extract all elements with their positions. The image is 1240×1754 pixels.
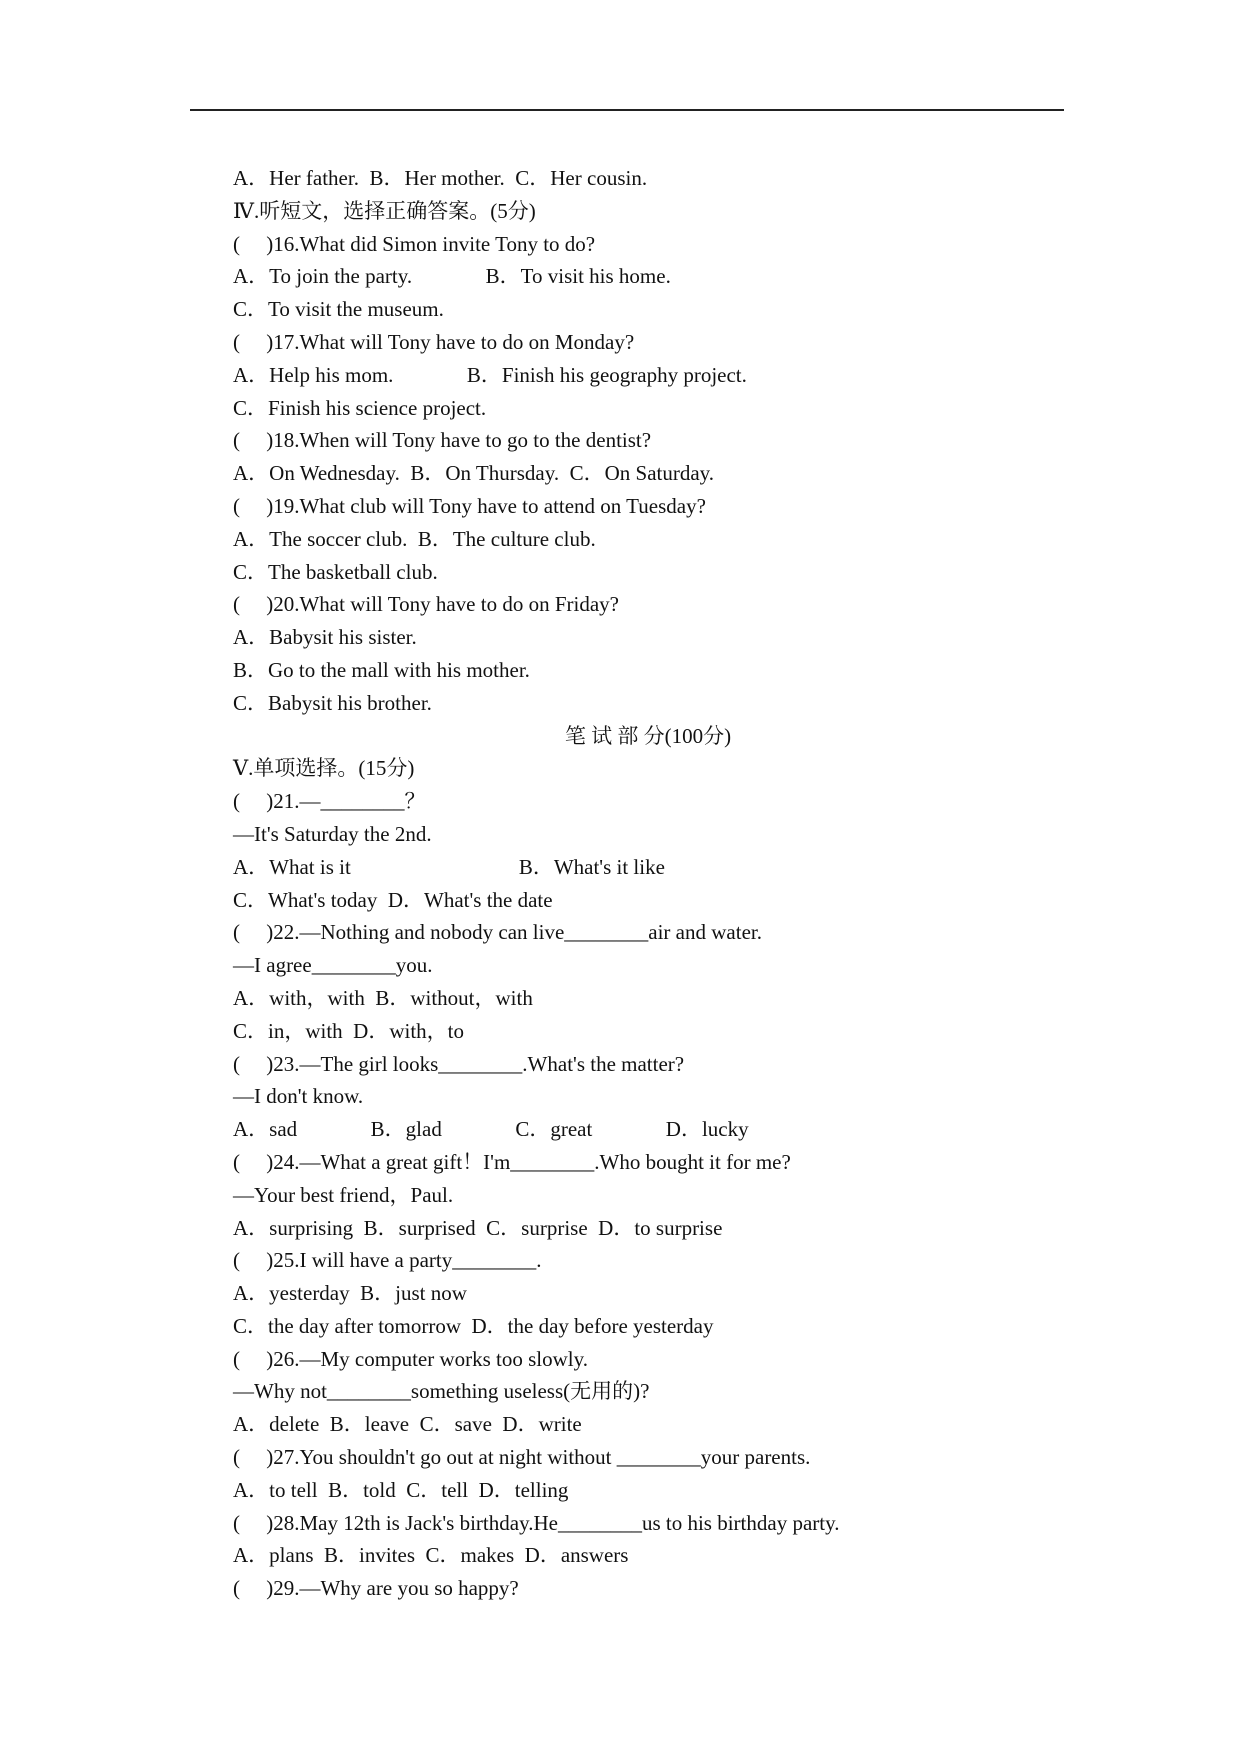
q19-option-c: C．The basketball club. xyxy=(233,559,438,584)
q25-options-ab: A．yesterday B．just now xyxy=(233,1281,467,1306)
q26-reply: —Why not________something useless(无用的)? xyxy=(233,1379,650,1404)
q27-question: ( )27.You shouldn't go out at night without ________your parents. xyxy=(233,1445,811,1470)
q19-options-ab: A．The soccer club. B．The culture club. xyxy=(233,526,596,551)
q19-question: ( )19.What club will Tony have to attend on Tuesday? xyxy=(233,493,706,518)
q28-question: ( )28.May 12th is Jack's birthday.He________us to his birthday party. xyxy=(233,1510,840,1535)
q23-reply: —I don't know. xyxy=(233,1084,364,1109)
q20-option-b: B．Go to the mall with his mother. xyxy=(233,657,530,682)
q27-options: A．to tell B．told C．tell D．telling xyxy=(233,1477,569,1502)
exam-content xyxy=(233,162,1113,1605)
q16-question: ( )16.What did Simon invite Tony to do? xyxy=(233,231,596,256)
q20-option-a: A．Babysit his sister. xyxy=(233,625,417,650)
section-iv-heading: Ⅳ.听短文，选择正确答案。(5分) xyxy=(233,198,536,223)
q21-question: ( )21.—________？ xyxy=(233,789,426,814)
q17-question: ( )17.What will Tony have to do on Monday? xyxy=(233,329,635,354)
q21-reply: —It's Saturday the 2nd. xyxy=(233,821,432,846)
q20-option-c: C．Babysit his brother. xyxy=(233,690,432,715)
q22-options-cd: C．in，with D．with，to xyxy=(233,1018,465,1043)
q26-question: ( )26.—My computer works too slowly. xyxy=(233,1346,589,1371)
q18-question: ( )18.When will Tony have to go to the dentist? xyxy=(233,428,652,453)
q28-options: A．plans B．invites C．makes D．answers xyxy=(233,1543,629,1568)
q18-options: A．On Wednesday. B．On Thursday. C．On Saturday. xyxy=(233,461,715,486)
header-rule xyxy=(190,109,1064,111)
q26-options: A．delete B．leave C．save D．write xyxy=(233,1412,582,1437)
q21-options-ab: A．What is it B．What's it like xyxy=(233,854,665,879)
q23-options: A．sad B．glad C．great D．lucky xyxy=(233,1117,749,1142)
q22-options-ab: A．with，with B．without，with xyxy=(233,985,533,1010)
q16-option-c: C．To visit the museum. xyxy=(233,297,444,322)
q24-reply: —Your best friend，Paul. xyxy=(233,1182,454,1207)
q15-options: A．Her father. B．Her mother. C．Her cousin. xyxy=(233,166,648,190)
q24-question: ( )24.—What a great gift！I'm________.Who bought it for me? xyxy=(233,1149,791,1174)
q21-options-cd: C．What's today D．What's the date xyxy=(233,887,553,912)
q17-options-ab: A．Help his mom. B．Finish his geography project. xyxy=(233,362,747,387)
q16-options-ab: A．To join the party. B．To visit his home. xyxy=(233,264,671,289)
q24-options: A．surprising B．surprised C．surprise D．to surprise xyxy=(233,1215,723,1240)
q17-option-c: C．Finish his science project. xyxy=(233,395,487,420)
q25-options-cd: C．the day after tomorrow D．the day before yesterday xyxy=(233,1313,714,1338)
q20-question: ( )20.What will Tony have to do on Friday? xyxy=(233,592,619,617)
q22-question: ( )22.—Nothing and nobody can live________air and water. xyxy=(233,920,762,945)
written-part-heading: 笔 试 部 分(100分) xyxy=(564,723,732,748)
section-v-heading: Ⅴ.单项选择。(15分) xyxy=(233,756,415,781)
q22-reply: —I agree________you. xyxy=(233,953,433,978)
q29-question: ( )29.—Why are you so happy? xyxy=(233,1576,519,1601)
q25-question: ( )25.I will have a party________. xyxy=(233,1248,542,1273)
q23-question: ( )23.—The girl looks________.What's the matter? xyxy=(233,1051,685,1076)
